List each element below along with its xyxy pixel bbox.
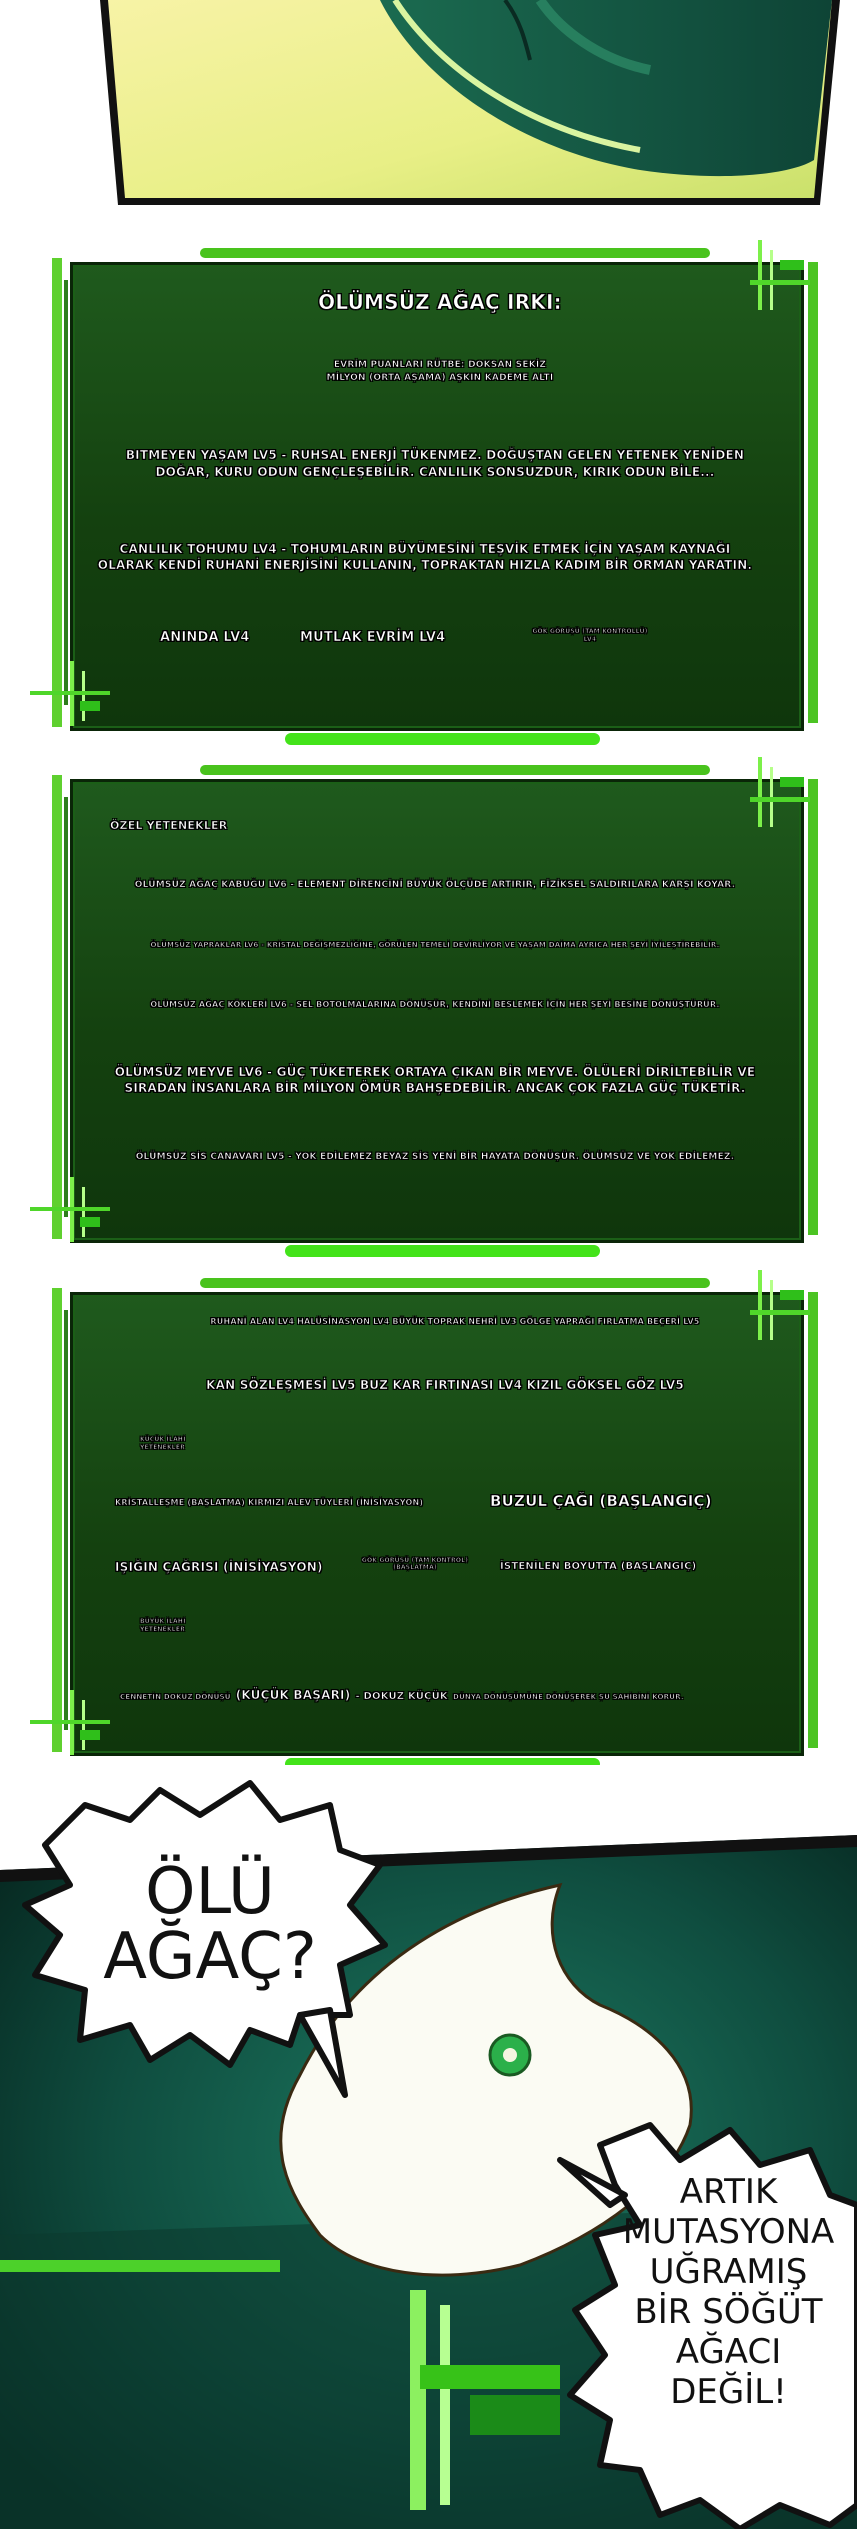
endless-life-line-2: DOĞAR, KURU ODUN GENÇLEŞEBİLİR. CANLILIK SONSUZDUR, KIRIK ODUN BİLE... — [155, 465, 715, 479]
nine-turns-skill — [120, 1684, 800, 1703]
skills-row-2: KAN SÖZLEŞMESİ LV5 BUZ KAR FIRTINASI LV4 KIZIL GÖKSEL GÖZ LV5 — [206, 1378, 684, 1392]
evolution-points-line-1: EVRİM PUANLARI RÜTBE: DOKSAN SEKİZ — [333, 360, 547, 370]
bubble-willow-line-3: UĞRAMIŞ — [649, 2252, 808, 2292]
immortal-bark: ÖLÜMSÜZ AĞAÇ KABUĞU LV6 - ELEMENT DİRENCİNİ BÜYÜK ÖLÇÜDE ARTIRIR, FİZİKSEL SALDIRILARA KARŞI KOYAR. — [134, 880, 736, 890]
top-panel-art — [0, 0, 857, 215]
bubble-dead-tree-line-1: ÖLÜ — [145, 1855, 275, 1929]
board-frame-right — [808, 262, 818, 723]
nine-turns-desc-1: - DOKUZ KÜÇÜK — [355, 1691, 448, 1702]
top-comic-panel — [0, 0, 857, 215]
vitality-seed-line-2: OLARAK KENDİ RUHANİ ENERJİSİNİ KULLANIN, TOPRAKTAN HIZLA KADIM BİR ORMAN YARATIN. — [97, 558, 753, 572]
board-top-bar — [200, 765, 710, 775]
race-title: ÖLÜMSÜZ AĞAÇ IRKI: — [318, 290, 562, 314]
immortal-roots: ÖLÜMSÜZ AĞAÇ KÖKLERİ LV6 - SEL BOTOLMALARINA DÖNÜŞÜR, KENDİNİ BESLEMEK İÇİN HER ŞEYİ BESİNE DÖNÜŞTÜRÜR. — [150, 1000, 720, 1009]
skills-row-1: RUHANİ ALAN LV4 HALÜSİNASYON LV4 BÜYÜK TOPRAK NEHRİ LV3 GÖLGE YAPRAĞI FIRLATMA BEÇERİ LV5 — [210, 1317, 700, 1326]
board-panel — [70, 262, 804, 731]
bubble-willow-line-5: AĞACI — [675, 2332, 782, 2372]
board-bottom-bar — [285, 733, 600, 745]
immortal-fruit-line-2: SIRADAN İNSANLARA BİR MİLYON ÖMÜR BAHŞEDEBİLİR. ANCAK ÇOK FAZLA GÜÇ TÜKETİR. — [124, 1081, 746, 1095]
status-board-special-abilities — [30, 757, 820, 1257]
bubble-dead-tree-line-2: AĞAÇ? — [103, 1920, 317, 1994]
greater-divine-label-1: BÜYÜK İLAHİ — [140, 1618, 186, 1625]
immortal-leaves: ÖLÜMSÜZ YAPRAKLAR LV6 - KRİSTAL DEĞİŞMEZLİĞİNE, GÖRÜLEN TEMELİ DEVİRLİYOR VE YAŞAM DAİMA AYRICA HER ŞEYİ İYİLEŞTİREBİLİR. — [150, 941, 720, 949]
board-frame-left — [52, 258, 62, 727]
immortal-fruit-line-1: ÖLÜMSÜZ MEYVE LV6 - GÜÇ TÜKETEREK ORTAYA ÇIKAN BİR MEYVE. ÖLÜLERİ DİRİLTEBİLİR VE — [114, 1065, 756, 1079]
corner-glitch-decoration — [750, 757, 810, 847]
ice-age-skill: BUZUL ÇAĞI (BAŞLANGIÇ) — [490, 1492, 712, 1510]
board-frame-right — [808, 1292, 818, 1748]
board-top-bar — [200, 1278, 710, 1288]
bubble-willow-line-1: ARTIK — [679, 2172, 778, 2212]
corner-glitch-decoration — [750, 1270, 810, 1360]
bubble-willow-line-6: DEĞİL! — [670, 2372, 787, 2412]
lesser-divine-label-2: YETENEKLER — [140, 1444, 185, 1451]
board-frame-left-inner — [64, 1310, 68, 1730]
skill-instant: ANINDA LV4 — [160, 630, 250, 645]
crystallization-skills: KRİSTALLEŞME (BAŞLATMA) KIRMIZI ALEV TÜYLERİ (İNİSİYASYON) — [115, 1498, 424, 1507]
call-of-light-skill: IŞIĞIN ÇAĞRISI (İNİSİYASYON) — [115, 1560, 323, 1574]
corner-glitch-decoration — [750, 240, 810, 330]
lesser-divine-label-1: KÜÇÜK İLAHİ — [140, 1436, 186, 1443]
skill-sky-sight: GÖK GÖRÜŞÜ (TAM KONTROLLÜ) LV4 — [532, 628, 648, 643]
corner-glitch-decoration-left — [30, 661, 110, 731]
vitality-seed-line-1: CANLILIK TOHUMU LV4 - TOHUMLARIN BÜYÜMESİNİ TEŞVİK ETMEK İÇİN YAŞAM KAYNAĞI — [119, 542, 731, 556]
nine-turns-desc-2: DÜNYA DÖNÜŞÜMÜNE DÖNÜŞEREK ŞU SAHİBİNİ KORUR. — [452, 1693, 684, 1701]
corner-glitch-decoration-left — [30, 1690, 110, 1760]
immortal-mist-beast: ÖLÜMSÜZ SİS CANAVARI LV5 - YOK EDİLEMEZ BEYAZ SİS YENİ BİR HAYATA DÖNÜŞÜR. ÖLÜMSÜZ VE YOK EDİLEMEZ. — [135, 1152, 735, 1162]
evolution-points-line-2: MİLYON (ORTA AŞAMA) AŞKIN KADEME ALTI — [326, 373, 554, 383]
board-bottom-bar — [285, 1245, 600, 1257]
status-board-race — [30, 240, 820, 745]
board-frame-left — [52, 1288, 62, 1752]
greater-divine-label-2: YETENEKLER — [140, 1626, 185, 1633]
bubble-willow-line-4: BİR SÖĞÜT — [634, 2292, 823, 2332]
desired-dimension-skill: İSTENİLEN BOYUTTA (BAŞLANGIÇ) — [500, 1561, 697, 1572]
board-top-bar — [200, 248, 710, 258]
board-panel — [70, 779, 804, 1243]
sky-sight-skill: GÖK GÖRÜŞÜ (TAM KONTROL) (BAŞLATMA) — [361, 1557, 469, 1571]
nine-turns-level: (KÜÇÜK BAŞARI) — [235, 1688, 351, 1702]
corner-glitch-decoration-left — [30, 1177, 110, 1247]
bubble-willow-line-2: MUTASYONA — [622, 2212, 835, 2252]
board-frame-left-inner — [64, 280, 68, 705]
special-abilities-title: ÖZEL YETENEKLER — [110, 819, 228, 832]
endless-life-line-1: BITMEYEN YAŞAM LV5 - RUHSAL ENERJİ TÜKENMEZ. DOĞUŞTAN GELEN YETENEK YENİDEN — [125, 448, 745, 462]
status-board-skills — [30, 1270, 820, 1770]
skill-absolute-evolution: MUTLAK EVRİM LV4 — [300, 630, 446, 645]
bottom-comic-panel — [0, 1765, 857, 2529]
nine-turns-name: CENNETİN DOKUZ DÖNÜŞÜ — [120, 1693, 231, 1701]
